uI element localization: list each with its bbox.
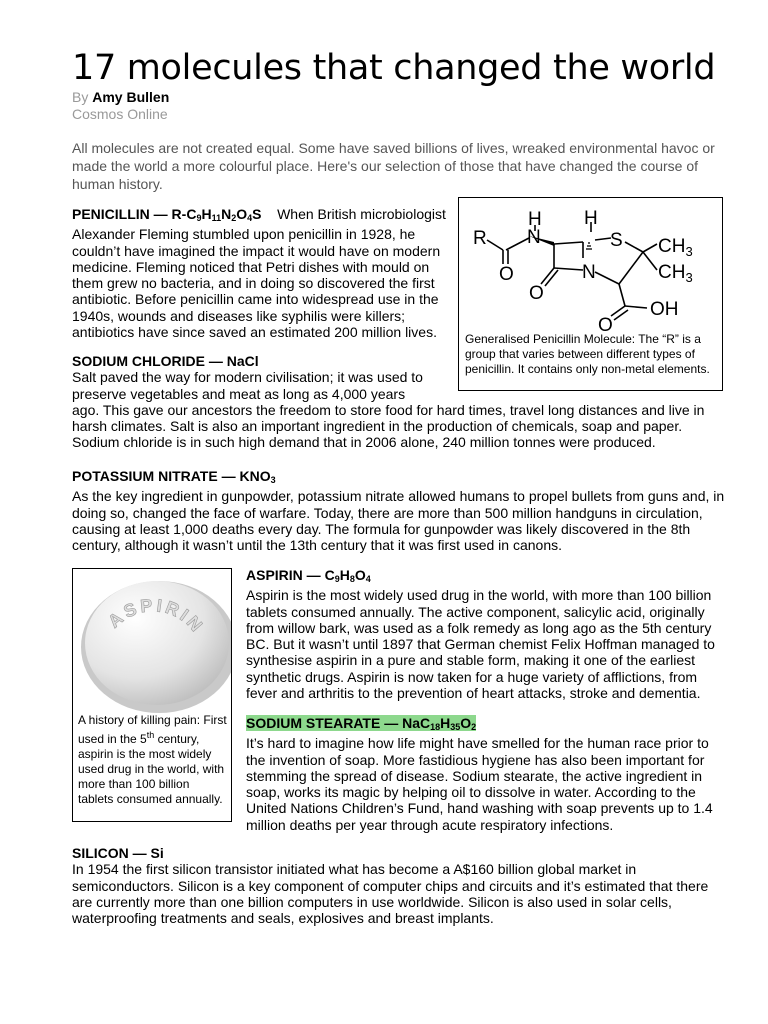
article-source: Cosmos Online	[72, 106, 168, 122]
atom-oh: OH	[650, 299, 679, 320]
salt-body: Salt paved the way for modern civilisation; it was used to preserve vegetables and meat as long as 4,000 years ago. This gave our ancestors the freedom to store food for hard times, travel long distances and live in harsh climates. Salt is also an important ingredient in the production of chemicals, soap and paper. Sodium chloride is in such high demand that in 2006 alone, 240 million tonnes were produced.	[72, 369, 705, 451]
pill-lettering: ASPIRIN	[104, 595, 209, 638]
section-aspirin	[246, 567, 716, 701]
byline	[72, 89, 169, 105]
nitrate-body: As the key ingredient in gunpowder, potassium nitrate allowed humans to propel bullets from guns and, in doing so, changed the face of warfare. Today, there are more than 500 million handguns in circulation, causing at least 1,000 deaths every day. The formula for gunpowder was likely discovered in the 8th century, although it wasn’t until the 13th century that it was first used in canons.	[72, 488, 725, 554]
penicillin-body: When British microbiologist Alexander Fleming stumbled upon penicillin in 1928, he couldn’t have imagined the impact it would have on modern medicine. Fleming noticed that Petri dishes with mould on them grew no bacteria, and in doing so discovered the first antibiotic. Before penicillin came into widespread use in the 1940s, wounds and diseases like syphilis were killers; antibiotics have since saved an estimated 200 million lives.	[72, 206, 446, 341]
aspirin-body: Aspirin is the most widely used drug in the world, with more than 100 billion tablets consumed annually. The active component, salicylic acid, originally from willow bark, was used as a folk remedy as long ago as the 5th century BC. But it wasn’t until 1897 that German chemist Felix Hoffman managed to synthesise aspirin in a pure and stable form, making it one of the earliest synthetic drugs. Aspirin is now taken for a huge variety of afflictions, from fever and arthritis to the prevention of heart attacks, stroke and dementia.	[246, 587, 715, 702]
section-sodium-chloride	[72, 353, 722, 451]
aspirin-heading: ASPIRIN — $C_9H_8O_4$	[246, 567, 371, 584]
atom-o3: O	[598, 315, 613, 333]
silicon-body: In 1954 the first silicon transistor initiated what has become a A$160 billion global market in semiconductors. Silicon is a key component of computer chips and circuits and it’s estimated that there are currently more than one billion computers in use worldwide. Silicon is also used in solar cells, waterproofing treatments and seals, explosives and breast implants.	[72, 861, 709, 927]
atom-h1: H	[528, 209, 542, 230]
atom-h2: H	[584, 208, 598, 229]
stearate-body: It’s hard to imagine how life might have smelled for the human race prior to the invention of soap. More fastidious hygiene has also been important for stemming the spread of disease. Sodium stearate, the active ingredient in soap, works its magic by helping oil to dissolve in water. According to the United Nations Children’s Fund, hand washing with soap prevents up to 1.4 million deaths per year through acute respiratory infections.	[246, 735, 713, 833]
aspirin-figure	[72, 568, 232, 822]
atom-n1: N	[527, 227, 541, 248]
section-potassium-nitrate	[72, 468, 727, 553]
penicillin-caption: Generalised Penicillin Molecule: The “R” is a group that varies between different types of penicillin. It contains only non-metal elements.	[465, 332, 710, 376]
atom-ch3-bottom: $CH_3$	[658, 262, 693, 285]
atom-o1: O	[499, 264, 514, 285]
silicon-heading: SILICON — Si	[72, 845, 164, 861]
atom-r: R	[473, 228, 487, 249]
penicillin-structure	[459, 198, 724, 333]
penicillin-heading: PENICILLIN — $R-C_9H_{11}N_2O_4S$	[72, 206, 262, 223]
section-penicillin	[72, 206, 447, 340]
article-intro: All molecules are not created equal. Some have saved billions of lives, wreaked environmental havoc or made the world a more colourful place. Here's our selection of those that have changed the course of human history.	[72, 140, 715, 192]
aspirin-pill-image	[73, 569, 232, 713]
atom-o2: O	[529, 283, 544, 304]
by-label: By	[72, 89, 89, 105]
stearate-heading: SODIUM STEARATE — $NaC_{18}H_{35}O_2$	[246, 715, 477, 732]
section-silicon	[72, 845, 727, 926]
article-title: 17 molecules that changed the world	[72, 48, 716, 88]
nitrate-heading: POTASSIUM NITRATE — $KNO_3$	[72, 468, 276, 485]
atom-n2: N	[582, 262, 596, 283]
section-sodium-stearate	[246, 715, 716, 833]
atom-ch3-top: $CH_3$	[658, 236, 693, 259]
author-name: Amy Bullen	[92, 89, 170, 105]
aspirin-caption: A history of killing pain: First used in the 5th century, aspirin is the most widely used drug in the world, with more than 100 billion tablets consumed annually.	[78, 713, 227, 806]
atom-s: S	[610, 230, 623, 251]
salt-heading: SODIUM CHLORIDE — NaCl	[72, 353, 259, 369]
